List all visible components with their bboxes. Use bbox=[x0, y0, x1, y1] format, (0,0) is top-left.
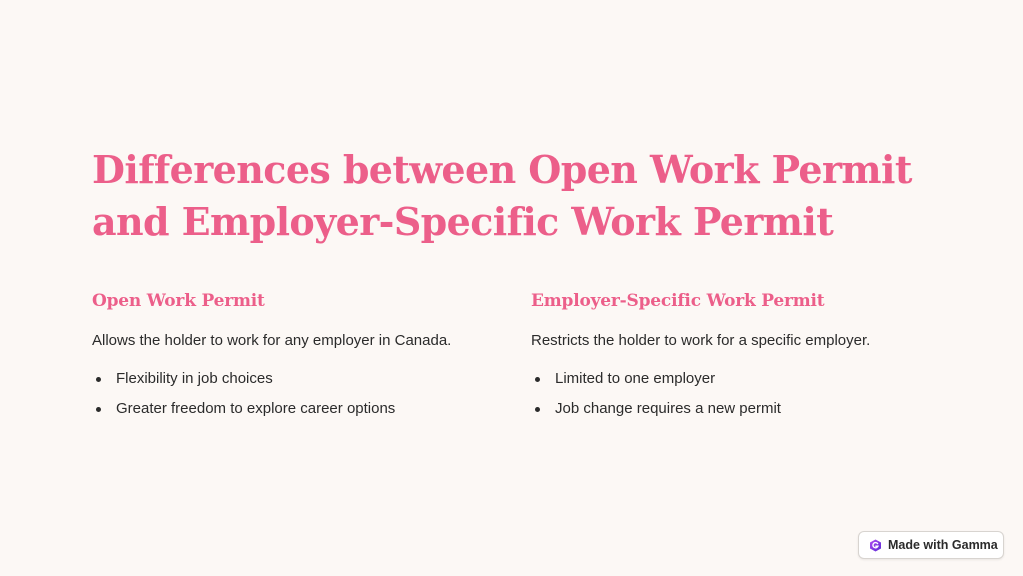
bullet-dot-icon bbox=[96, 407, 101, 412]
column-employer-specific-work-permit bbox=[531, 288, 951, 429]
bullet-list bbox=[531, 369, 951, 419]
column-heading: Open Work Permit bbox=[92, 291, 265, 311]
bullet-list bbox=[92, 369, 512, 419]
bullet-item bbox=[92, 369, 512, 389]
bullet-text: Job change requires a new permit bbox=[555, 400, 781, 417]
made-with-gamma-button[interactable] bbox=[858, 531, 1004, 559]
gamma-logo-icon bbox=[869, 539, 882, 552]
bullet-dot-icon bbox=[96, 377, 101, 382]
bullet-dot-icon bbox=[535, 407, 540, 412]
bullet-item bbox=[531, 399, 951, 419]
bullet-text: Greater freedom to explore career options bbox=[116, 400, 396, 417]
bullet-text: Flexibility in job choices bbox=[116, 370, 273, 387]
column-heading: Employer-Specific Work Permit bbox=[531, 291, 825, 311]
bullet-text: Limited to one employer bbox=[555, 370, 716, 387]
bullet-item bbox=[531, 369, 951, 389]
slide-title: Differences between Open Work Permit and Employer-Specific Work Permit bbox=[92, 147, 912, 244]
column-open-work-permit bbox=[92, 288, 512, 429]
badge-label: Made with Gamma bbox=[888, 538, 998, 552]
bullet-item bbox=[92, 399, 512, 419]
column-description: Allows the holder to work for any employer in Canada. bbox=[92, 332, 452, 349]
column-description: Restricts the holder to work for a specific employer. bbox=[531, 332, 871, 349]
bullet-dot-icon bbox=[535, 377, 540, 382]
